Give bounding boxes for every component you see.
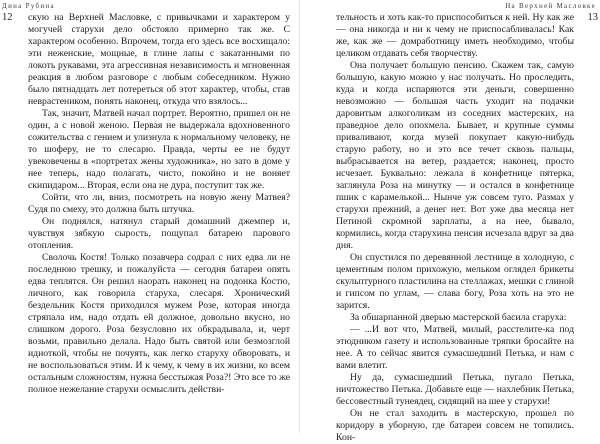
running-header-title: На Верхней Масловке — [505, 2, 596, 10]
page-text-right — [336, 12, 574, 444]
paragraph: Так, значит, Матвей начал портрет. Вероятно, пришел он не один, а с новой женою. Первая не выдержала вдохновенного сожительства с гением и улизнула к нормальному человеку, не то шоферу, не то слесарю. Правда, черты ее не будут увековечены в «портретах жены художника», но зато в доме у нее теперь, надо полагать, чисто, покойно и не воняет скипидаром... Вторая, если она не дура, поступит так же. — [28, 108, 290, 191]
paragraph: Он не стал заходить в мастерскую, прошел по коридору в уборную, где батареи совсем не топились. Кон- — [336, 408, 574, 443]
page-right — [300, 0, 600, 443]
running-header-author: Дина Рубина — [2, 2, 55, 10]
page-number-right: 13 — [587, 12, 598, 23]
paragraph: Ну да, сумасшедший Петька, пугало Петька, ничтожество Петька. Добавьте еще — нахлебник Петька, бессовестный тунеядец, сидящий на шее у старухи! — [336, 372, 574, 407]
paragraph: За обшарпанной дверью мастерской басила старуха: — [350, 312, 567, 323]
page-gutter-divider — [299, 0, 300, 433]
page-left — [0, 0, 300, 433]
paragraph: Она получает большую пенсию. Скажем так, самую большую, какую можно у нас получать. Но проследить, куда и когда испаряются эти деньги, совершенно невозможно — большая часть уходит на подачки даровитым алкоголикам из соседних мастерских, на праведное дело опохмела. Бывает, и крупные суммы приваливают, когда музей покупает какую-нибудь старую работу, но и это все течет сквозь пальцы, выбрасывается на ветер, раздается; наконец, просто исчезает. Буквально: лежала в конфетнице пятерка, заглянула Роза на минутку — и остался в конфетнице пшик с карамелькой... Нынче уж совсем туго. Размах у старухи прежний, а денег нет. Вот уже два месяца нет Петиной скромной зарплаты, а на нее, бывало, кормились, когда старухина пенсия исчезала вдруг за два дня. — [336, 60, 574, 251]
page-number-left: 12 — [2, 12, 13, 23]
paragraph: Сволочь Костя! Только позавчера содрал с них едва ли не последнюю трешку, и пожалуйста — сегодня батареи опять едва теплятся. Он решил наорать наконец на подонка Костю, личного, как говорила старуха, слесаря. Хронический бездельник Костя приходился мужем Розе, которая иногда стряпала им, надо отдать ей должное, довольно вкусно, но слишком дорого. Роза безусловно их обкрадывала, и, черт возьми, правильно делала. Надо быть святой или безмозглой идиоткой, чтобы не почуять, как легко старуху обворовать, и не воспользоваться этим. И к чему, к чему в их жизни, ко всем остальным сложностям, нужна бесстыжая Роза?! Это все то же полное нежелание старухи осмыслить действи- — [28, 252, 290, 395]
paragraph: Он спустился по деревянной лестнице в холодную, с цементным полом прихожую, мельком оглядел брикеты скульптурного пластилина на стеллажах, мешки с глиной и гипсом по углам, — слава богу, Роза хоть на это не зарится. — [336, 252, 574, 311]
paragraph: Сойти, что ли, вниз, посмотреть на новую жену Матвея? Судя по смеху, это должна быть штучка. — [28, 192, 290, 215]
page-text-left — [28, 12, 290, 396]
paragraph: Он поднялся, натянул старый домашний джемпер и, чувствуя зябкую сырость, пощупал батарею парового отопления. — [28, 216, 290, 251]
paragraph: — ...И вот что, Матвей, милый, расстелите-ка под этюдником газету и использованные тряпки бросайте на нее. А то сейчас явится сумасшедший Петька, и нам с вами влетит. — [336, 324, 574, 371]
paragraph: скую на Верхней Масловке, с привычками и характером у могучей старухи дело обстояло примерно так же. С характером особенно. Впрочем, тогда его здесь все восхищало: эти неженские, мощные, в глине лапы с закатанными по локоть рукавами, эта агрессивная независимость и мгновенная реакция в любом разговоре с любым собеседником. Нужно было пятнадцать лет потереться об этот характер, чтобы, став неврастеником, понять наконец, откуда что взялось... — [28, 12, 290, 107]
paragraph: тельность и хоть как-то приспособиться к ней. Ну как же — она никогда и ни к чему не приспосабливалась! Как же, как же — домработницу иметь необходимо, чтобы целиком отдавать себя творчеству. — [336, 12, 574, 59]
